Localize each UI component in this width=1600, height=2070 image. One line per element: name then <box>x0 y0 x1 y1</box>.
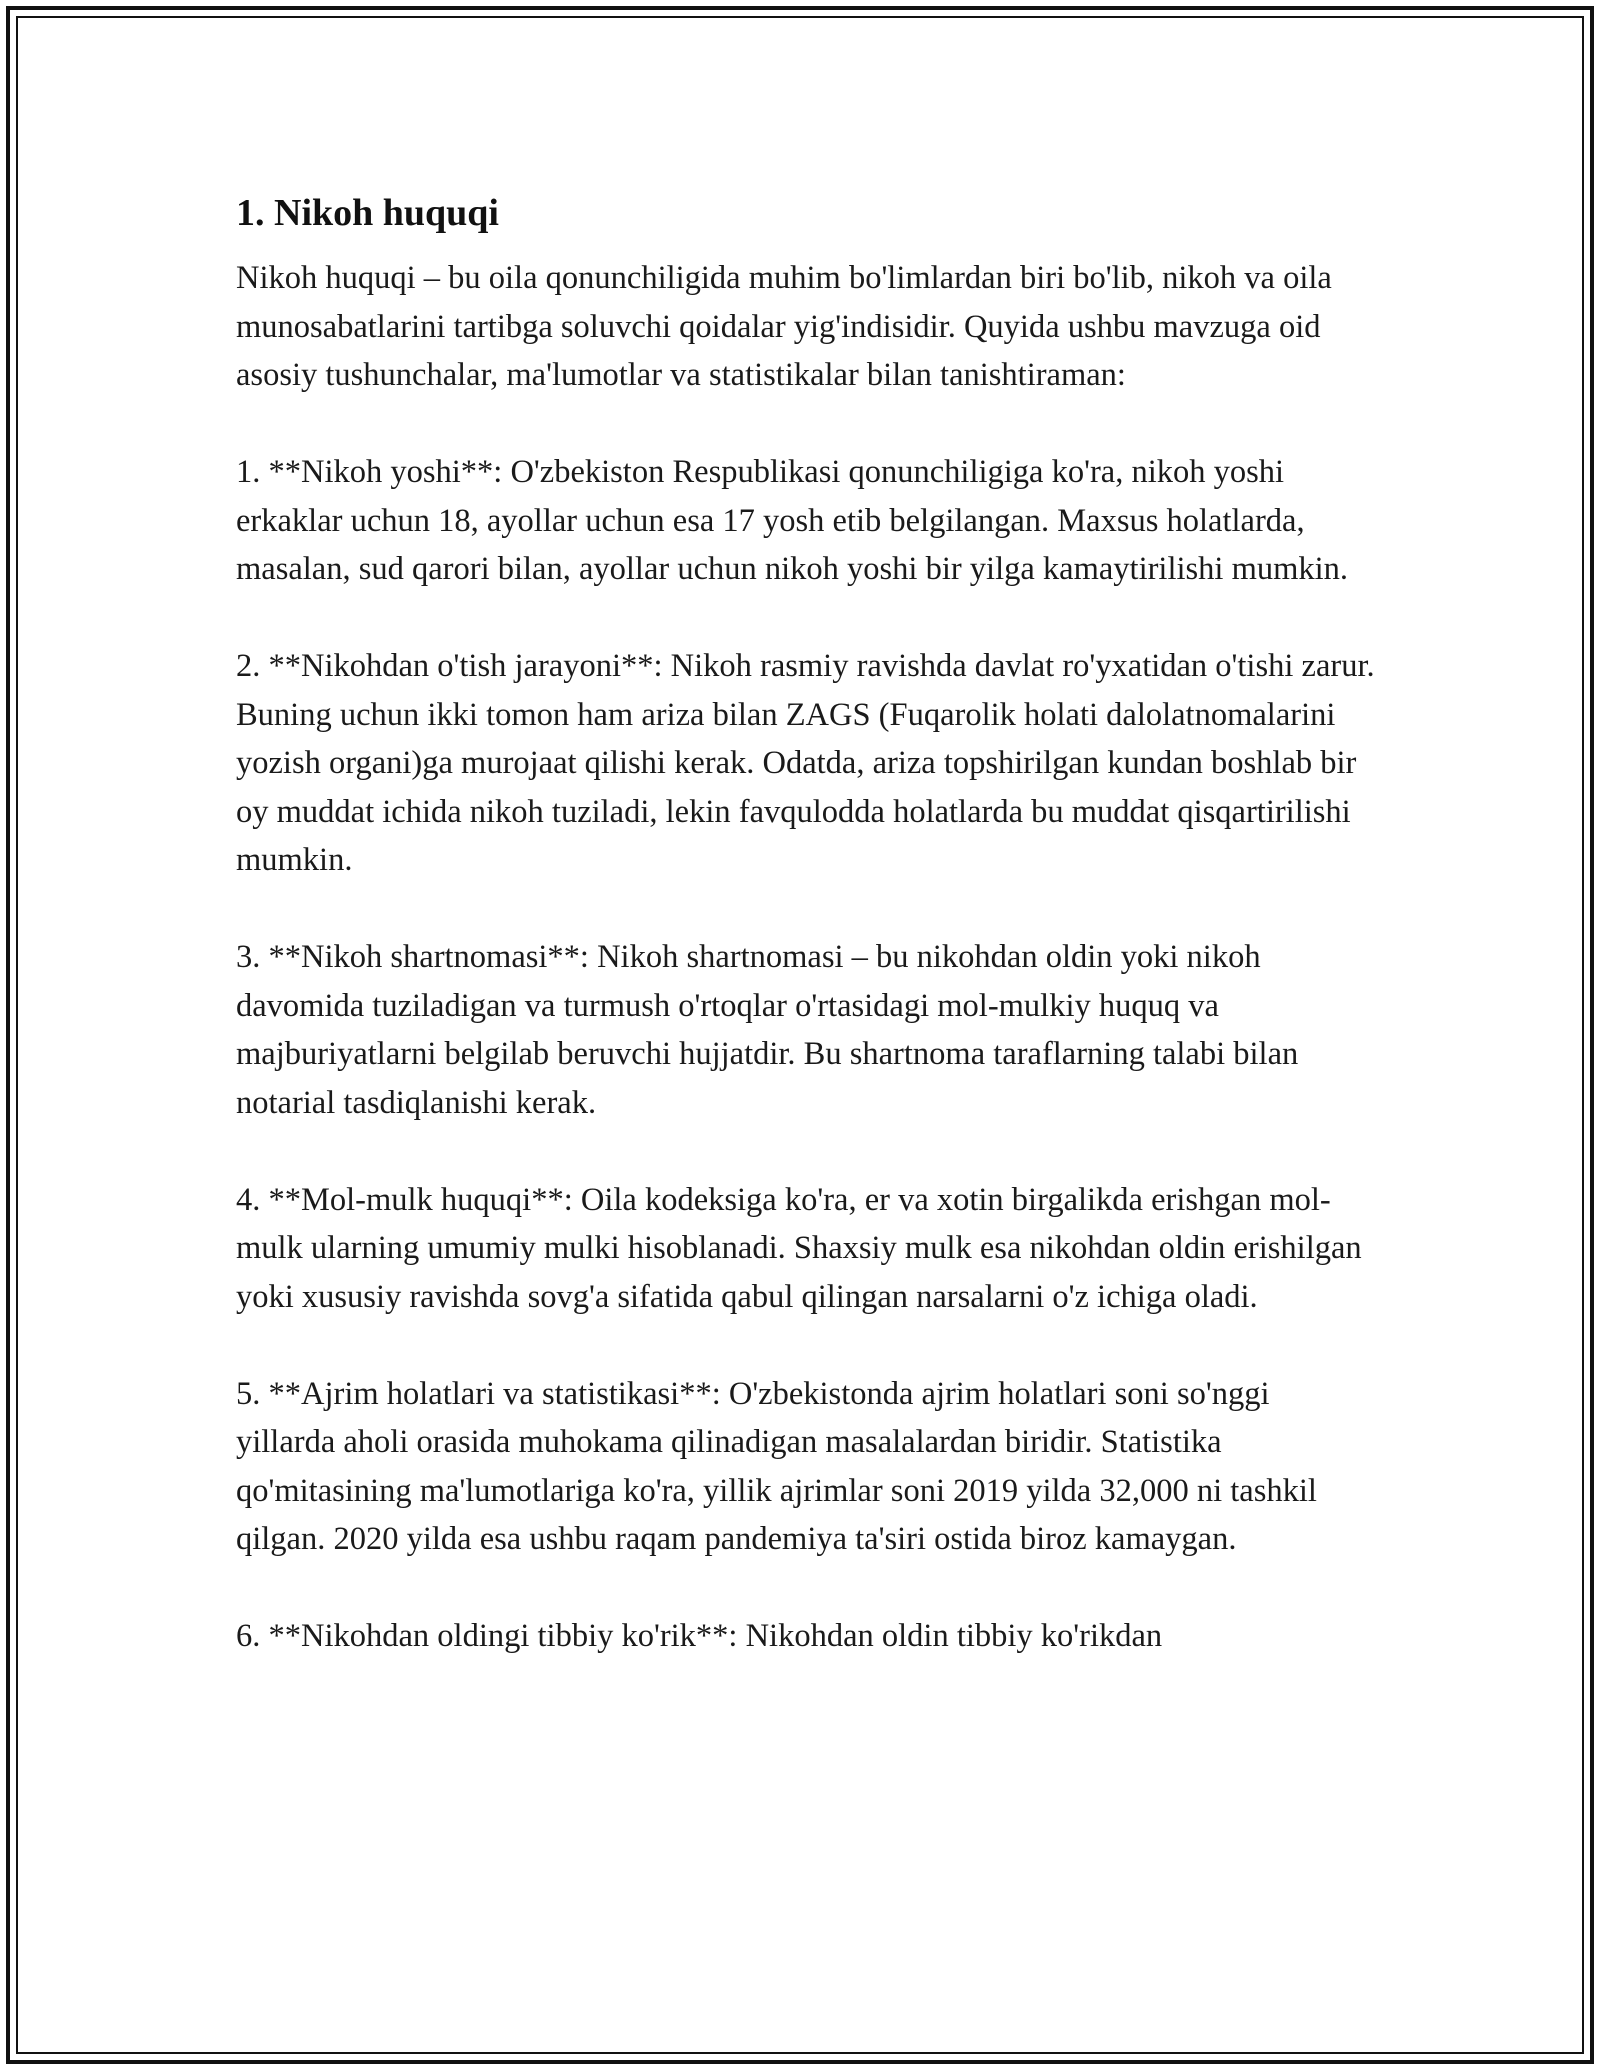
intro-paragraph: Nikoh huquqi – bu oila qonunchiligida muhim bo'limlardan biri bo'lib, nikoh va oila munosabatlarini tartibga soluvchi qoidalar yig'indisidir. Quyida ushbu mavzuga oid asosiy tushunchalar, ma'lumotlar va statistikalar bilan tanishtiraman: <box>236 260 1332 393</box>
paragraph-marriage-contract: 3. **Nikoh shartnomasi**: Nikoh shartnomasi – bu nikohdan oldin yoki nikoh davomida tuziladigan va turmush o'rtoqlar o'rtasidagi mol-mulkiy huquq va majburiyatlarni belgilab beruvchi hujjatdir. Bu shartnoma taraflarning talabi bilan notarial tasdiqlanishi kerak. <box>236 939 1299 1121</box>
paragraph-divorce-statistics: 5. **Ajrim holatlari va statistikasi**: O'zbekistonda ajrim holatlari soni so'nggi yillarda aholi orasida muhokama qilinadigan masalalardan biridir. Statistika qo'mitasining ma'lumotlariga ko'ra, yillik ajrimlar soni 2019 yilda 32,000 ni tashkil qilgan. 2020 yilda esa ushbu raqam pandemiya ta'siri ostida biroz kamaygan. <box>236 1375 1317 1557</box>
paragraph-property-rights: 4. **Mol-mulk huquqi**: Oila kodeksiga ko'ra, er va xotin birgalikda erishgan mol-mulk ularning umumiy mulki hisoblanadi. Shaxsiy mulk esa nikohdan oldin erishilgan yoki xususiy ravishda sovg'a sifatida qabul qilingan narsalarni o'z ichiga oladi. <box>236 1181 1362 1315</box>
paragraph-medical-exam: 6. **Nikohdan oldingi tibbiy ko'rik**: Nikohdan oldin tibbiy ko'rikdan <box>236 1618 1163 1654</box>
paragraph-registration-process: 2. **Nikohdan o'tish jarayoni**: Nikoh rasmiy ravishda davlat ro'yxatidan o'tishi zarur. Buning uchun ikki tomon ham ariza bilan ZAGS (Fuqarolik holati dalolatnomalarini yozish organi)ga murojaat qilishi kerak. Odatda, ariza topshirilgan kundan boshlab bir oy muddat ichida nikoh tuziladi, lekin favqulodda holatlarda bu muddat qisqartirilishi mumkin. <box>236 648 1375 878</box>
document-body <box>236 190 1376 1709</box>
document-heading: 1. Nikoh huquqi <box>236 192 499 234</box>
paragraph-marriage-age: 1. **Nikoh yoshi**: O'zbekiston Respublikasi qonunchiligiga ko'ra, nikoh yoshi erkaklar uchun 18, ayollar uchun esa 17 yosh etib belgilangan. Maxsus holatlarda, masalan, sud qarori bilan, ayollar uchun nikoh yoshi bir yilga kamaytirilishi mumkin. <box>236 454 1349 587</box>
